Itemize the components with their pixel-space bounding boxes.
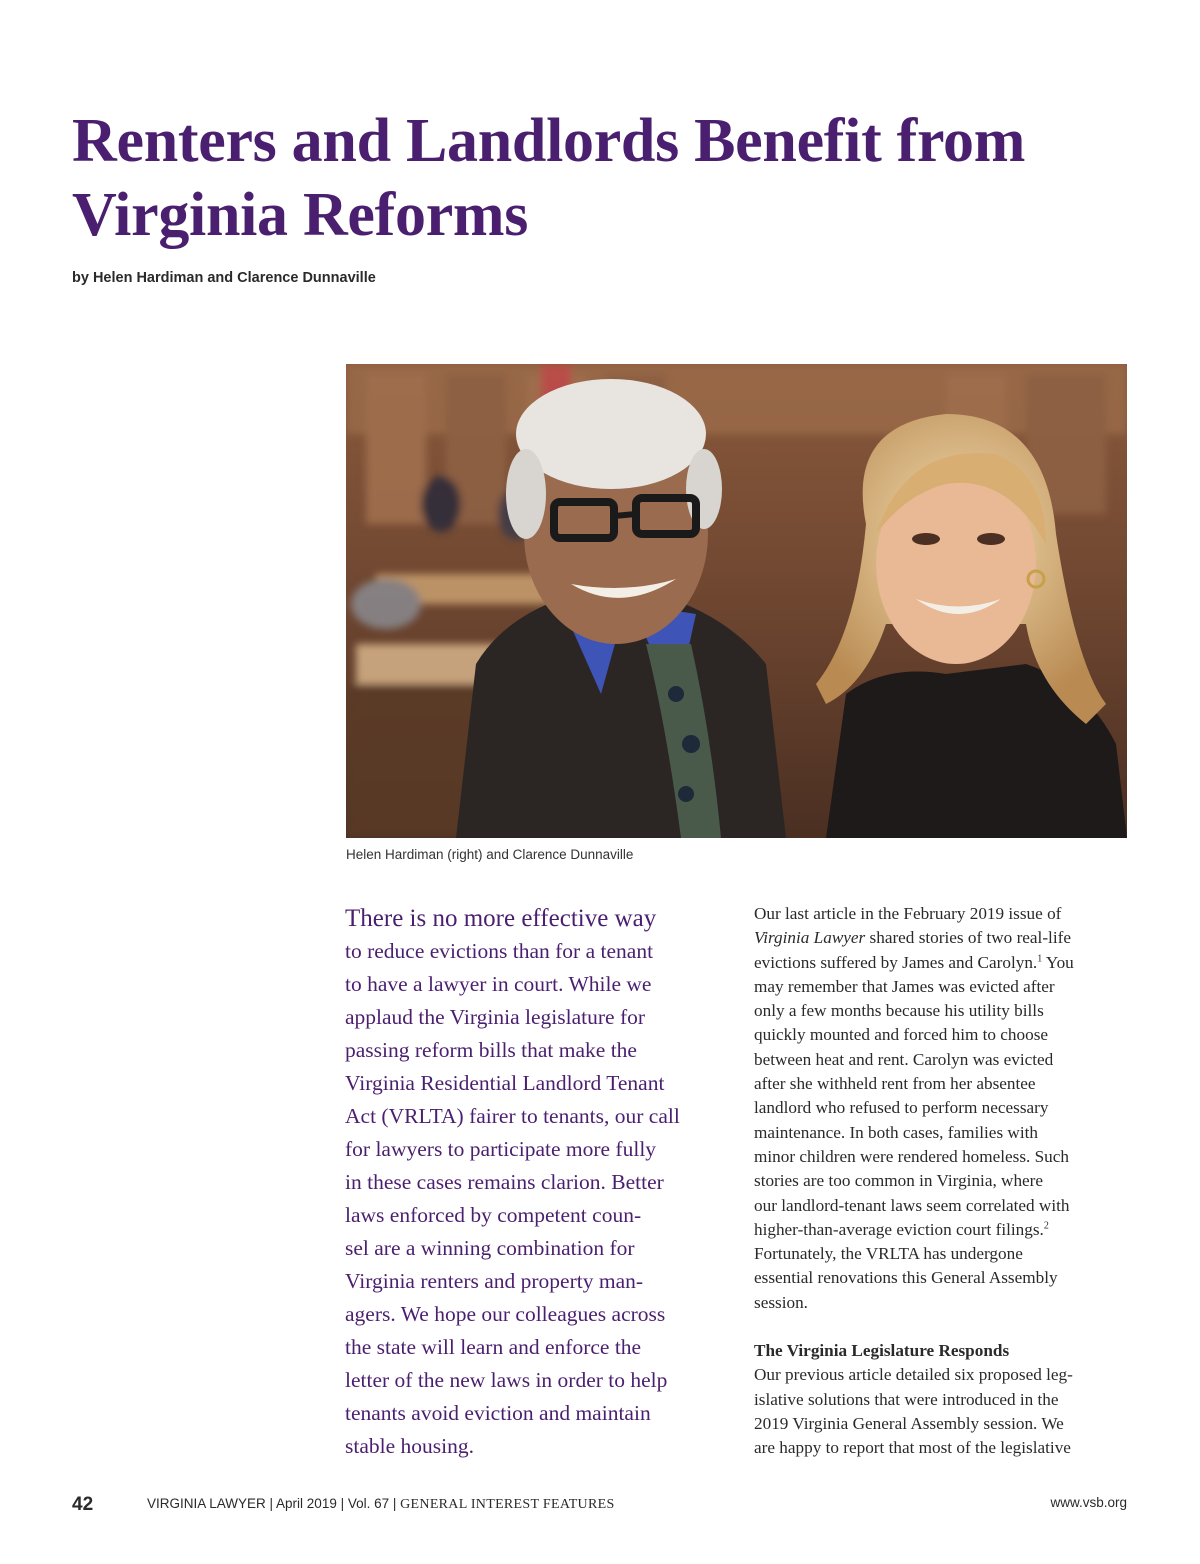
pull-quote-line: tenants avoid eviction and maintain — [345, 1401, 651, 1425]
body-line: maintenance. In both cases, families with — [754, 1122, 1038, 1142]
body-line — [754, 1218, 1134, 1242]
body-line: Fortunately, the VRLTA has undergone — [754, 1244, 1023, 1264]
pull-quote-line: laws enforced by competent coun- — [345, 1203, 642, 1227]
pull-quote-line: stable housing. — [345, 1434, 474, 1458]
body-line: minor children were rendered homeless. Such — [754, 1146, 1069, 1166]
pull-quote-line: letter of the new laws in order to help — [345, 1368, 668, 1392]
article-title — [72, 104, 1152, 252]
body-line: stories are too common in Virginia, where — [754, 1171, 1044, 1191]
photo-caption: Helen Hardiman (right) and Clarence Dunnaville — [346, 847, 634, 862]
body-line: our landlord-tenant laws seem correlated with — [754, 1195, 1070, 1215]
title-line: Renters and Landlords Benefit from — [72, 107, 1026, 175]
body-line: islative solutions that were introduced in the — [754, 1389, 1059, 1409]
pull-quote-line: to have a lawyer in court. While we — [345, 972, 652, 996]
body-line: quickly mounted and forced him to choose — [754, 1025, 1049, 1045]
pull-quote-line: applaud the Virginia legislature for — [345, 1005, 646, 1029]
pull-quote-line: Act (VRLTA) fairer to tenants, our call — [345, 1104, 680, 1128]
section-heading: The Virginia Legislature Responds — [754, 1341, 1010, 1361]
pull-quote — [345, 902, 720, 1463]
pull-quote-line: passing reform bills that make the — [345, 1038, 637, 1062]
pull-quote-line: Virginia renters and property man- — [345, 1269, 644, 1293]
pull-quote-line: sel are a winning combination for — [345, 1236, 635, 1260]
pull-quote-line: in these cases remains clarion. Better — [345, 1170, 664, 1194]
footer-publication — [147, 1496, 615, 1513]
pull-quote-line: the state will learn and enforce the — [345, 1335, 642, 1359]
page-number: 42 — [72, 1494, 94, 1515]
body-line-text: evictions suffered by James and Carolyn. — [754, 952, 1038, 972]
body-line: landlord who refused to perform necessary — [754, 1098, 1049, 1118]
section-name: GENERAL INTEREST FEATURES — [400, 1497, 615, 1512]
body-line: essential renovations this General Assembly — [754, 1268, 1058, 1288]
body-line: Our previous article detailed six proposed leg- — [754, 1365, 1073, 1385]
body-line: only a few months because his utility bills — [754, 1001, 1044, 1021]
pull-quote-line: for lawyers to participate more fully — [345, 1137, 657, 1161]
body-line: between heat and rent. Carolyn was evicted — [754, 1049, 1054, 1069]
body-line-text: higher-than-average eviction court filings. — [754, 1219, 1044, 1239]
byline: by Helen Hardiman and Clarence Dunnaville — [72, 270, 376, 286]
body-text — [754, 902, 1134, 1461]
paragraph-gap — [754, 1315, 1134, 1339]
body-line: after she withheld rent from her absentee — [754, 1074, 1036, 1094]
body-line: are happy to report that most of the legislative — [754, 1438, 1071, 1458]
pull-quote-line: agers. We hope our colleagues across — [345, 1302, 666, 1326]
body-line — [754, 926, 1134, 950]
title-line: Virginia Reforms — [72, 181, 529, 249]
body-line: 2019 Virginia General Assembly session. We — [754, 1413, 1064, 1433]
body-line-text: shared stories of two real-life — [865, 928, 1071, 948]
footnote-ref[interactable]: 2 — [1043, 1220, 1049, 1232]
footnote-ref[interactable]: 1 — [1037, 952, 1043, 964]
photo-illustration — [346, 364, 1127, 838]
publication-name: Virginia Lawyer — [754, 928, 866, 948]
body-line-text: You — [1042, 952, 1074, 972]
pull-quote-line: There is no more effective way — [345, 905, 657, 932]
body-line: session. — [754, 1292, 808, 1312]
pull-quote-line: Virginia Residential Landlord Tenant — [345, 1071, 665, 1095]
pull-quote-line: to reduce evictions than for a tenant — [345, 939, 654, 963]
body-line — [754, 951, 1134, 975]
publication-info: VIRGINIA LAWYER | April 2019 | Vol. 67 | — [147, 1496, 401, 1511]
footer-url-link[interactable]: www.vsb.org — [1050, 1495, 1127, 1510]
body-line: may remember that James was evicted after — [754, 976, 1055, 996]
body-line: Our last article in the February 2019 issue of — [754, 904, 1062, 923]
article-photo — [346, 364, 1127, 838]
